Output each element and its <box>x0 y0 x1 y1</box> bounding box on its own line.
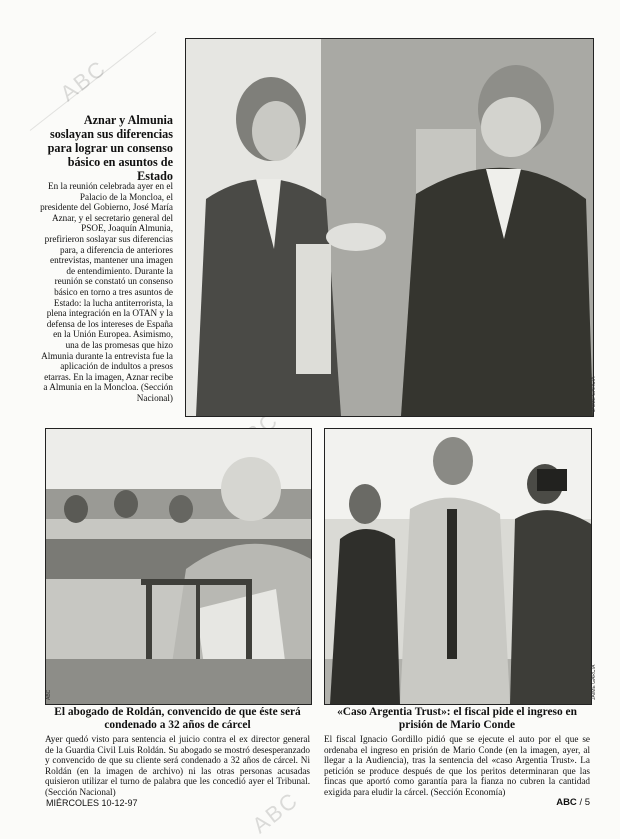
page-label: / 5 <box>579 797 590 808</box>
story2-body: Ayer quedó visto para sentencia el juicio contra el ex director general de la Guardia Civil Luis Roldán. Su abogado se mostró desesperanzado y convencido de que su cliente será condenado a 32 años de cárcel. Ni Roldán (en la imagen de archivo) ni las otras personas acusadas quisieron utilizar el turno de palabra que les concedió ayer el Tribunal. (Sección Nacional) <box>45 734 310 797</box>
page-number <box>556 797 590 808</box>
mario-conde-photo <box>324 428 592 705</box>
roldan-photo-image <box>46 429 311 704</box>
mario-conde-photo-image <box>325 429 591 704</box>
story2-headline: El abogado de Roldán, convencido de que éste será condenado a 32 años de cárcel <box>54 706 301 731</box>
story3-headline: «Caso Argentia Trust»: el fiscal pide el ingreso en prisión de Mario Conde <box>337 706 577 731</box>
story3-photo-credit: JAIME GARCÍA <box>591 664 597 700</box>
aznar-almunia-photo-image <box>186 39 593 416</box>
aznar-almunia-photo <box>185 38 594 417</box>
story1-photo-credit: JAIME GARCÍA <box>591 376 597 412</box>
story2-photo-credit: ABC <box>46 689 52 700</box>
abc-watermark: ABC <box>247 786 304 839</box>
paper-name: ABC <box>556 797 577 808</box>
abc-watermark: ABC <box>55 54 112 107</box>
issue-date: MIÉRCOLES 10-12-97 <box>46 798 138 808</box>
roldan-photo <box>45 428 312 705</box>
story1-headline: Aznar y Almunia soslayan sus diferencias para lograr un consenso básico en asuntos de Estado <box>47 113 173 183</box>
story3-body: El fiscal Ignacio Gordillo pidió que se ejecute el auto por el que se ordenaba el ingreso en prisión de Mario Conde (en la imagen, ayer, al llegar a la Audiencia), tras la sentencia del «caso Argentia Trust». La petición se produce después de que los peritos determinaran que las fincas que aportó como garantía para la fianza no cubren la cantidad exigida para eludir la cárcel. (Sección Economía) <box>324 734 590 797</box>
story1-body: En la reunión celebrada ayer en el Palacio de la Moncloa, el presidente del Gobierno, José María Aznar, y el secretario general del PSOE, Joaquín Almunia, prefirieron soslayar sus diferencias para, a diferencia de anteriores entrevistas, mantener una imagen de entendimiento. Durante la reunión se constató un consenso básico en torno a tres asuntos de Estado: la lucha antiterrorista, la plena integración en la OTAN y la defensa de los intereses de España en la Unión Europea. Asimismo, una de las promesas que hizo Almunia durante la entrevista fue la aplicación de indultos a presos etarras. En la imagen, Aznar recibe a Almunia en la Moncloa. (Sección Nacional) <box>40 181 173 403</box>
